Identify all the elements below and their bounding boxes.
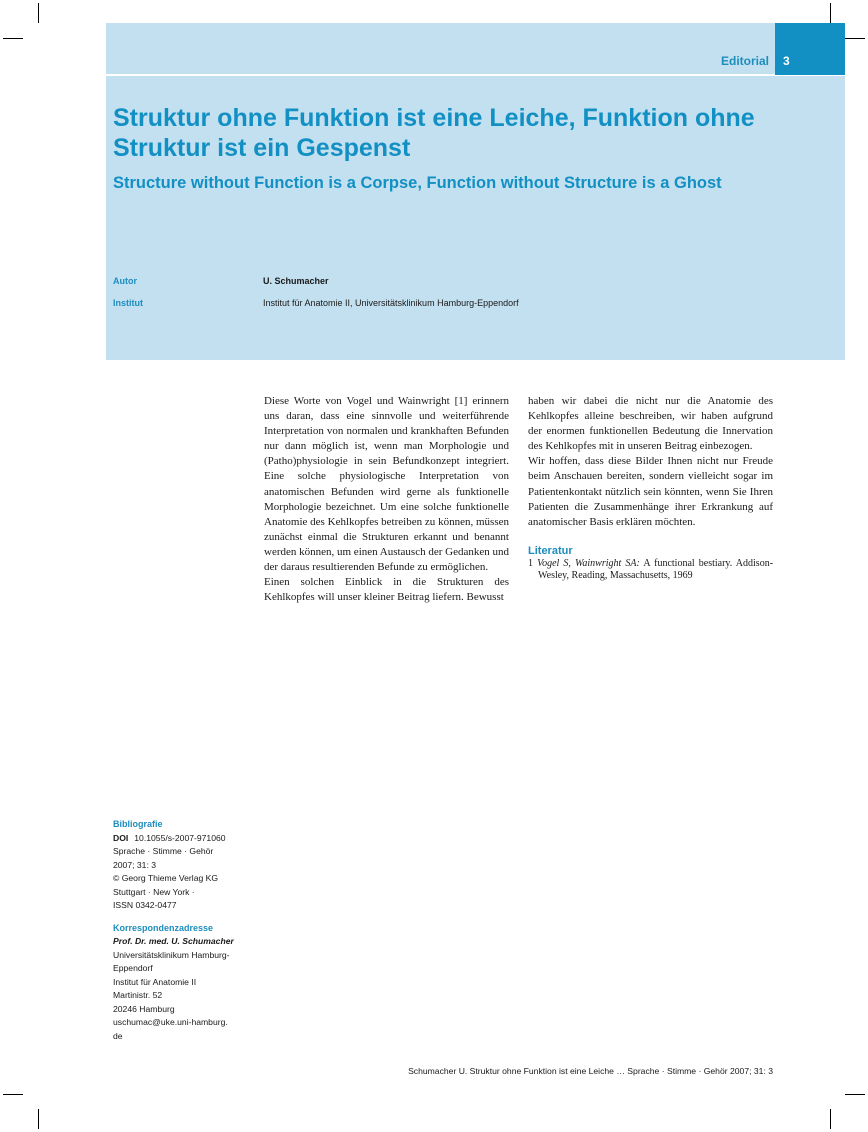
address-line: Eppendorf [113,963,153,973]
article-header [106,23,845,360]
sidebar-info [113,818,253,1043]
paragraph: Diese Worte von Vogel und Wainwright [1] erinnern uns daran, dass eine sinnvolle und weiterführende Interpretation von normalen und krankhaften Befunden nur dann möglich ist, wenn man Morphologie und (Patho)physiologie in sein Befundkonzept integriert. Eine solche physiologische Interpretation von anatomischen Befunden wird gerne als funktionelle Morphologie bezeichnet. Um eine solche funktionelle Anatomie des Kehlkopfes betreiben zu können, müssen zunächst einmal die Strukturen erkannt und benannt werden können, um einen Austausch der Gedanken und der daraus resultierenden Befunde zu ermöglichen. [264,395,509,574]
page-number: 3 [783,54,790,68]
title-english: Structure without Function is a Corpse, Function without Structure is a Ghost [113,174,722,192]
paragraph: Wir hoffen, dass diese Bilder Ihnen nicht nur Freude beim Anschauen bereiten, sondern vielleicht sogar im Patientenkontakt nützlich sein könnten, wenn Sie Ihren Patienten die Zusammenhänge ihrer Erkrankung auf anatomischer Basis erklären möchten. [528,455,773,528]
page-number-box [775,23,845,75]
header-rule [106,74,845,76]
crop-mark [830,1109,831,1129]
crop-mark [830,3,831,23]
crop-mark [845,1094,865,1095]
author-label: Autor [113,276,137,286]
email-line[interactable]: de [113,1030,123,1041]
paragraph: haben wir dabei die nicht nur die Anatomie des Kehlkopfes alleine beschreiben, wir haben aufgrund der enormen funktionellen Bedeutung die Innervation des Kehlkopfes mit in unseren Beitrag einbezogen. [528,395,773,453]
reference-authors: Vogel S, Wainwright SA: [537,557,640,569]
correspondence-heading: Korrespondenzadresse [113,922,214,933]
reference-item [528,558,773,583]
section-label: Editorial [720,54,769,68]
crop-mark [38,1109,39,1129]
bibliography-line: Stuttgart · New York · [113,886,195,897]
bibliography-line: 2007; 31: 3 [113,859,157,870]
institute-label: Institut [113,298,143,308]
address-line: 20246 Hamburg [113,1003,175,1014]
doi-value: 10.1055/s-2007-971060 [134,832,226,843]
email-line[interactable]: uschumac@uke.uni-hamburg. [113,1017,228,1027]
crop-mark [845,38,865,39]
bibliography-heading: Bibliografie [113,819,163,829]
literature-heading: Literatur [528,544,573,557]
correspondence-name: Prof. Dr. med. U. Schumacher [113,936,234,946]
crop-mark [3,1094,23,1095]
bibliography-line: © Georg Thieme Verlag KG [113,873,219,883]
doi-label: DOI [113,832,129,843]
address-line: Institut für Anatomie II [113,976,197,987]
reference-number: 1 [528,557,533,569]
author-name: U. Schumacher [263,276,329,286]
bibliography-line: ISSN 0342-0477 [113,900,177,910]
address-line: Universitätsklinikum Hamburg- [113,949,230,960]
crop-mark [38,3,39,23]
institute-name: Institut für Anatomie II, Universitätsklinikum Hamburg-Eppendorf [263,298,519,308]
title-german: Struktur ohne Funktion ist eine Leiche, Funktion ohne Struktur ist ein Gespenst [113,104,755,162]
footer-citation: Schumacher U. Struktur ohne Funktion ist eine Leiche … Sprache · Stimme · Gehör 2007; 31: 3 [408,1066,773,1076]
reference-details: A functional bestiary. Addison-Wesley, Reading, Massachusetts, 1969 [538,557,774,582]
doi-line [113,832,253,846]
text-column-right [528,394,773,583]
text-column-left [264,394,509,605]
crop-mark [3,38,23,39]
paragraph: Einen solchen Einblick in die Strukturen des Kehlkopfes will unser kleiner Beitrag liefern. Bewusst [264,576,509,604]
address-line: Martinistr. 52 [113,990,163,1000]
bibliography-line: Sprache · Stimme · Gehör [113,846,214,856]
